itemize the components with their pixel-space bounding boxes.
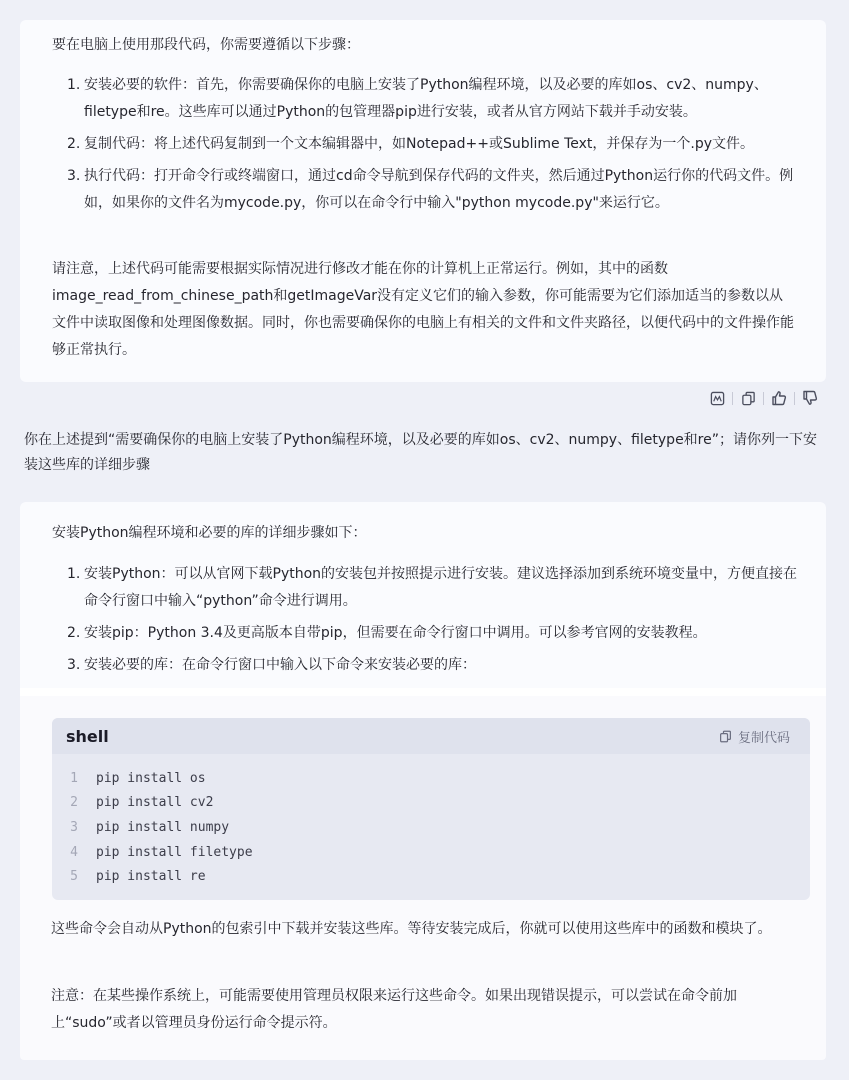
answer-intro: 要在电脑上使用那段代码，你需要遵循以下步骤： bbox=[52, 37, 360, 53]
message-actions bbox=[708, 389, 819, 407]
image-icon[interactable] bbox=[708, 389, 726, 407]
answer-note: 请注意，上述代码可能需要根据实际情况进行修改才能在你的计算机上正常运行。例如，其中的函数image_read_from_chinese_path和getImageVar没有定义它们的输入参数，你可能需要为它们添加适当的参数以从文件中读取图像和处理图像数据。同时，你也需要确保你的电脑上有相关的文件和文件夹路径，以便代码中的文件操作能够正常执行。 bbox=[52, 261, 794, 358]
line-number: 3 bbox=[70, 819, 78, 835]
code-text: pip install numpy bbox=[96, 819, 230, 835]
code-line bbox=[52, 766, 810, 791]
divider bbox=[763, 392, 764, 405]
list-number: 3. bbox=[67, 168, 81, 184]
code-text: pip install re bbox=[96, 869, 206, 885]
line-number: 4 bbox=[70, 844, 78, 860]
list-item-text: 复制代码：将上述代码复制到一个文本编辑器中，如Notepad++或Sublime Text，并保存为一个.py文件。 bbox=[84, 136, 755, 152]
list-item bbox=[68, 620, 798, 647]
list-item-text: 安装必要的软件：首先，你需要确保你的电脑上安装了Python编程环境，以及必要的库如os、cv2、numpy、filetype和re。这些库可以通过Python的包管理器pip进行安装，或者从官方网站下载并手动安装。 bbox=[84, 77, 768, 120]
divider bbox=[794, 392, 795, 405]
line-number: 5 bbox=[70, 869, 78, 885]
list-item-text: 安装pip：Python 3.4及更高版本自带pip，但需要在命令行窗口中调用。可以参考官网的安装教程。 bbox=[84, 625, 707, 641]
copy-code-button[interactable] bbox=[719, 727, 790, 746]
answer-intro: 安装Python编程环境和必要的库的详细步骤如下： bbox=[52, 525, 367, 541]
code-text: pip install os bbox=[96, 770, 206, 786]
list-item bbox=[68, 652, 798, 679]
copy-icon[interactable] bbox=[739, 389, 757, 407]
list-number: 2. bbox=[67, 136, 81, 152]
code-text: pip install cv2 bbox=[96, 795, 214, 811]
assistant-answer-card bbox=[20, 696, 826, 1060]
answer-followup: 这些命令会自动从Python的包索引中下载并安装这些库。等待安装完成后，你就可以使用这些库中的函数和模块了。 bbox=[51, 921, 772, 937]
list-item-text: 安装必要的库：在命令行窗口中输入以下命令来安装必要的库： bbox=[84, 657, 476, 673]
code-header bbox=[52, 718, 810, 754]
divider bbox=[20, 688, 826, 696]
divider bbox=[732, 392, 733, 405]
steps-list bbox=[68, 561, 798, 679]
code-text: pip install filetype bbox=[96, 844, 253, 860]
list-number: 1. bbox=[67, 77, 81, 93]
copy-icon bbox=[719, 730, 732, 743]
code-line bbox=[52, 791, 810, 816]
list-item bbox=[68, 163, 798, 217]
code-block bbox=[52, 718, 810, 900]
list-item-text: 执行代码：打开命令行或终端窗口，通过cd命令导航到保存代码的文件夹，然后通过Python运行你的代码文件。例如，如果你的文件名为mycode.py，你可以在命令行中输入"python mycode.py"来运行它。 bbox=[84, 168, 794, 211]
assistant-answer-card bbox=[20, 20, 826, 382]
assistant-answer-card bbox=[20, 502, 826, 688]
copy-code-label: 复制代码 bbox=[737, 730, 790, 746]
code-line bbox=[52, 840, 810, 865]
list-item bbox=[68, 72, 798, 126]
list-item bbox=[68, 131, 798, 158]
list-number: 3. bbox=[67, 657, 81, 673]
thumbs-up-icon[interactable] bbox=[770, 389, 788, 407]
line-number: 2 bbox=[70, 795, 78, 811]
answer-warning: 注意：在某些操作系统上，可能需要使用管理员权限来运行这些命令。如果出现错误提示，可以尝试在命令前加上“sudo”或者以管理员身份运行命令提示符。 bbox=[51, 988, 737, 1031]
line-number: 1 bbox=[70, 770, 78, 786]
code-language: shell bbox=[66, 726, 109, 746]
list-item-text: 安装Python：可以从官网下载Python的安装包并按照提示进行安装。建议选择添加到系统环境变量中，方便直接在命令行窗口中输入“python”命令进行调用。 bbox=[84, 566, 798, 609]
steps-list bbox=[68, 72, 798, 217]
list-item bbox=[68, 561, 798, 615]
list-number: 2. bbox=[67, 625, 81, 641]
code-line bbox=[52, 815, 810, 840]
list-number: 1. bbox=[67, 566, 81, 582]
user-question: 你在上述提到“需要确保你的电脑上安装了Python编程环境，以及必要的库如os、cv2、numpy、filetype和re”；请你列一下安装这些库的详细步骤 bbox=[24, 432, 817, 473]
thumbs-down-icon[interactable] bbox=[801, 389, 819, 407]
code-lines bbox=[52, 754, 810, 889]
code-line bbox=[52, 864, 810, 889]
